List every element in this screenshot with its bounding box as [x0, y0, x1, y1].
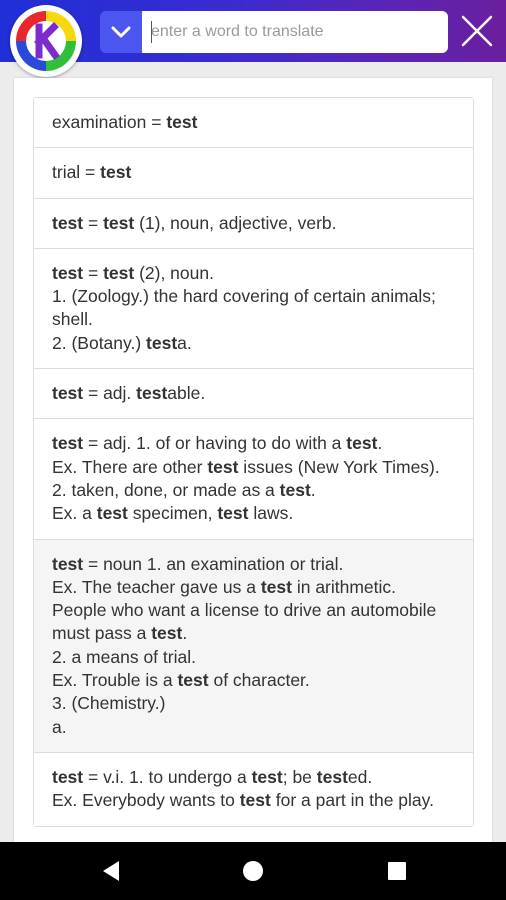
translation-result-item[interactable] — [34, 98, 473, 147]
result-text: = noun 1. an examination or trial. — [83, 553, 344, 574]
highlighted-term: test — [100, 162, 132, 183]
system-navigation-bar — [0, 842, 506, 900]
back-triangle-icon — [101, 860, 121, 882]
highlighted-term: test — [251, 766, 283, 787]
result-text: = — [83, 262, 104, 283]
result-text: 1. (Zoology.) the hard covering of certain animals; shell. — [52, 286, 436, 330]
highlighted-term: test — [146, 332, 178, 353]
top-app-bar — [0, 0, 506, 62]
translation-result-item[interactable] — [34, 752, 473, 826]
result-text: a. — [177, 332, 192, 353]
highlighted-term: test — [177, 670, 209, 691]
result-text: . — [377, 433, 383, 454]
back-button[interactable] — [99, 859, 123, 883]
result-text: trial = — [52, 162, 101, 183]
translation-result-item[interactable] — [34, 147, 473, 197]
result-text: (2), noun. — [134, 262, 214, 283]
translation-result-item[interactable] — [34, 418, 473, 538]
result-text: (1), noun, adjective, verb. — [134, 212, 337, 233]
result-text: Ex. a — [52, 503, 97, 524]
highlighted-term: test — [316, 766, 348, 787]
result-text: = adj. — [83, 383, 137, 404]
result-text: a. — [52, 716, 67, 737]
highlighted-term: test — [52, 212, 84, 233]
text-cursor — [151, 21, 152, 43]
result-text: for a part in the play. — [270, 790, 434, 811]
k-logo-icon[interactable] — [10, 5, 82, 77]
translation-result-item[interactable] — [34, 248, 473, 368]
result-text: of character. — [208, 670, 310, 691]
result-text: Ex. The teacher gave us a — [52, 576, 261, 597]
result-text: 3. (Chemistry.) — [52, 693, 166, 714]
result-text: laws. — [248, 503, 294, 524]
result-text: = — [83, 212, 104, 233]
highlighted-term: test — [207, 456, 239, 477]
result-text: 2. taken, done, or made as a — [52, 479, 280, 500]
results-panel — [14, 78, 492, 848]
result-text: Ex. Everybody wants to — [52, 790, 240, 811]
result-text: able. — [167, 383, 206, 404]
translation-result-item[interactable] — [34, 198, 473, 248]
highlighted-term: test — [103, 212, 135, 233]
home-button[interactable] — [241, 859, 265, 883]
close-icon — [459, 13, 495, 49]
translation-result-item[interactable] — [34, 539, 473, 752]
translation-results-list — [33, 97, 474, 827]
recents-square-icon — [387, 861, 407, 881]
close-button[interactable] — [458, 12, 496, 50]
highlighted-term: test — [103, 262, 135, 283]
highlighted-term: test — [52, 553, 84, 574]
highlighted-term: test — [151, 623, 183, 644]
recents-button[interactable] — [385, 859, 409, 883]
highlighted-term: test — [260, 576, 292, 597]
highlighted-term: test — [52, 262, 84, 283]
highlighted-term: test — [346, 433, 378, 454]
result-text: in arithmetic. People who want a license to drive an automobile must pass a — [52, 576, 437, 644]
translation-result-item[interactable] — [34, 368, 473, 418]
result-text: ed. — [347, 766, 373, 787]
highlighted-term: test — [217, 503, 249, 524]
result-text: = v.i. 1. to undergo a — [83, 766, 252, 787]
result-text: 2. (Botany.) — [52, 332, 147, 353]
home-circle-icon — [242, 860, 264, 882]
search-input[interactable] — [142, 11, 448, 53]
result-text: specimen, — [127, 503, 218, 524]
result-text: Ex. Trouble is a — [52, 670, 178, 691]
highlighted-term: test — [136, 383, 168, 404]
result-text: . — [182, 623, 188, 644]
chevron-down-icon — [111, 25, 131, 39]
result-text: . — [310, 479, 316, 500]
highlighted-term: test — [52, 766, 84, 787]
language-dropdown-button[interactable] — [100, 11, 142, 53]
result-text: = adj. 1. of or having to do with a — [83, 433, 347, 454]
result-text: issues (New York Times). — [238, 456, 440, 477]
highlighted-term: test — [96, 503, 128, 524]
highlighted-term: test — [279, 479, 311, 500]
result-text: 2. a means of trial. — [52, 646, 196, 667]
highlighted-term: test — [239, 790, 271, 811]
highlighted-term: test — [52, 433, 84, 454]
highlighted-term: test — [166, 112, 198, 132]
result-text: Ex. There are other — [52, 456, 208, 477]
highlighted-term: test — [52, 383, 84, 404]
result-text: ; be — [282, 766, 317, 787]
result-text: examination = — [52, 112, 167, 132]
